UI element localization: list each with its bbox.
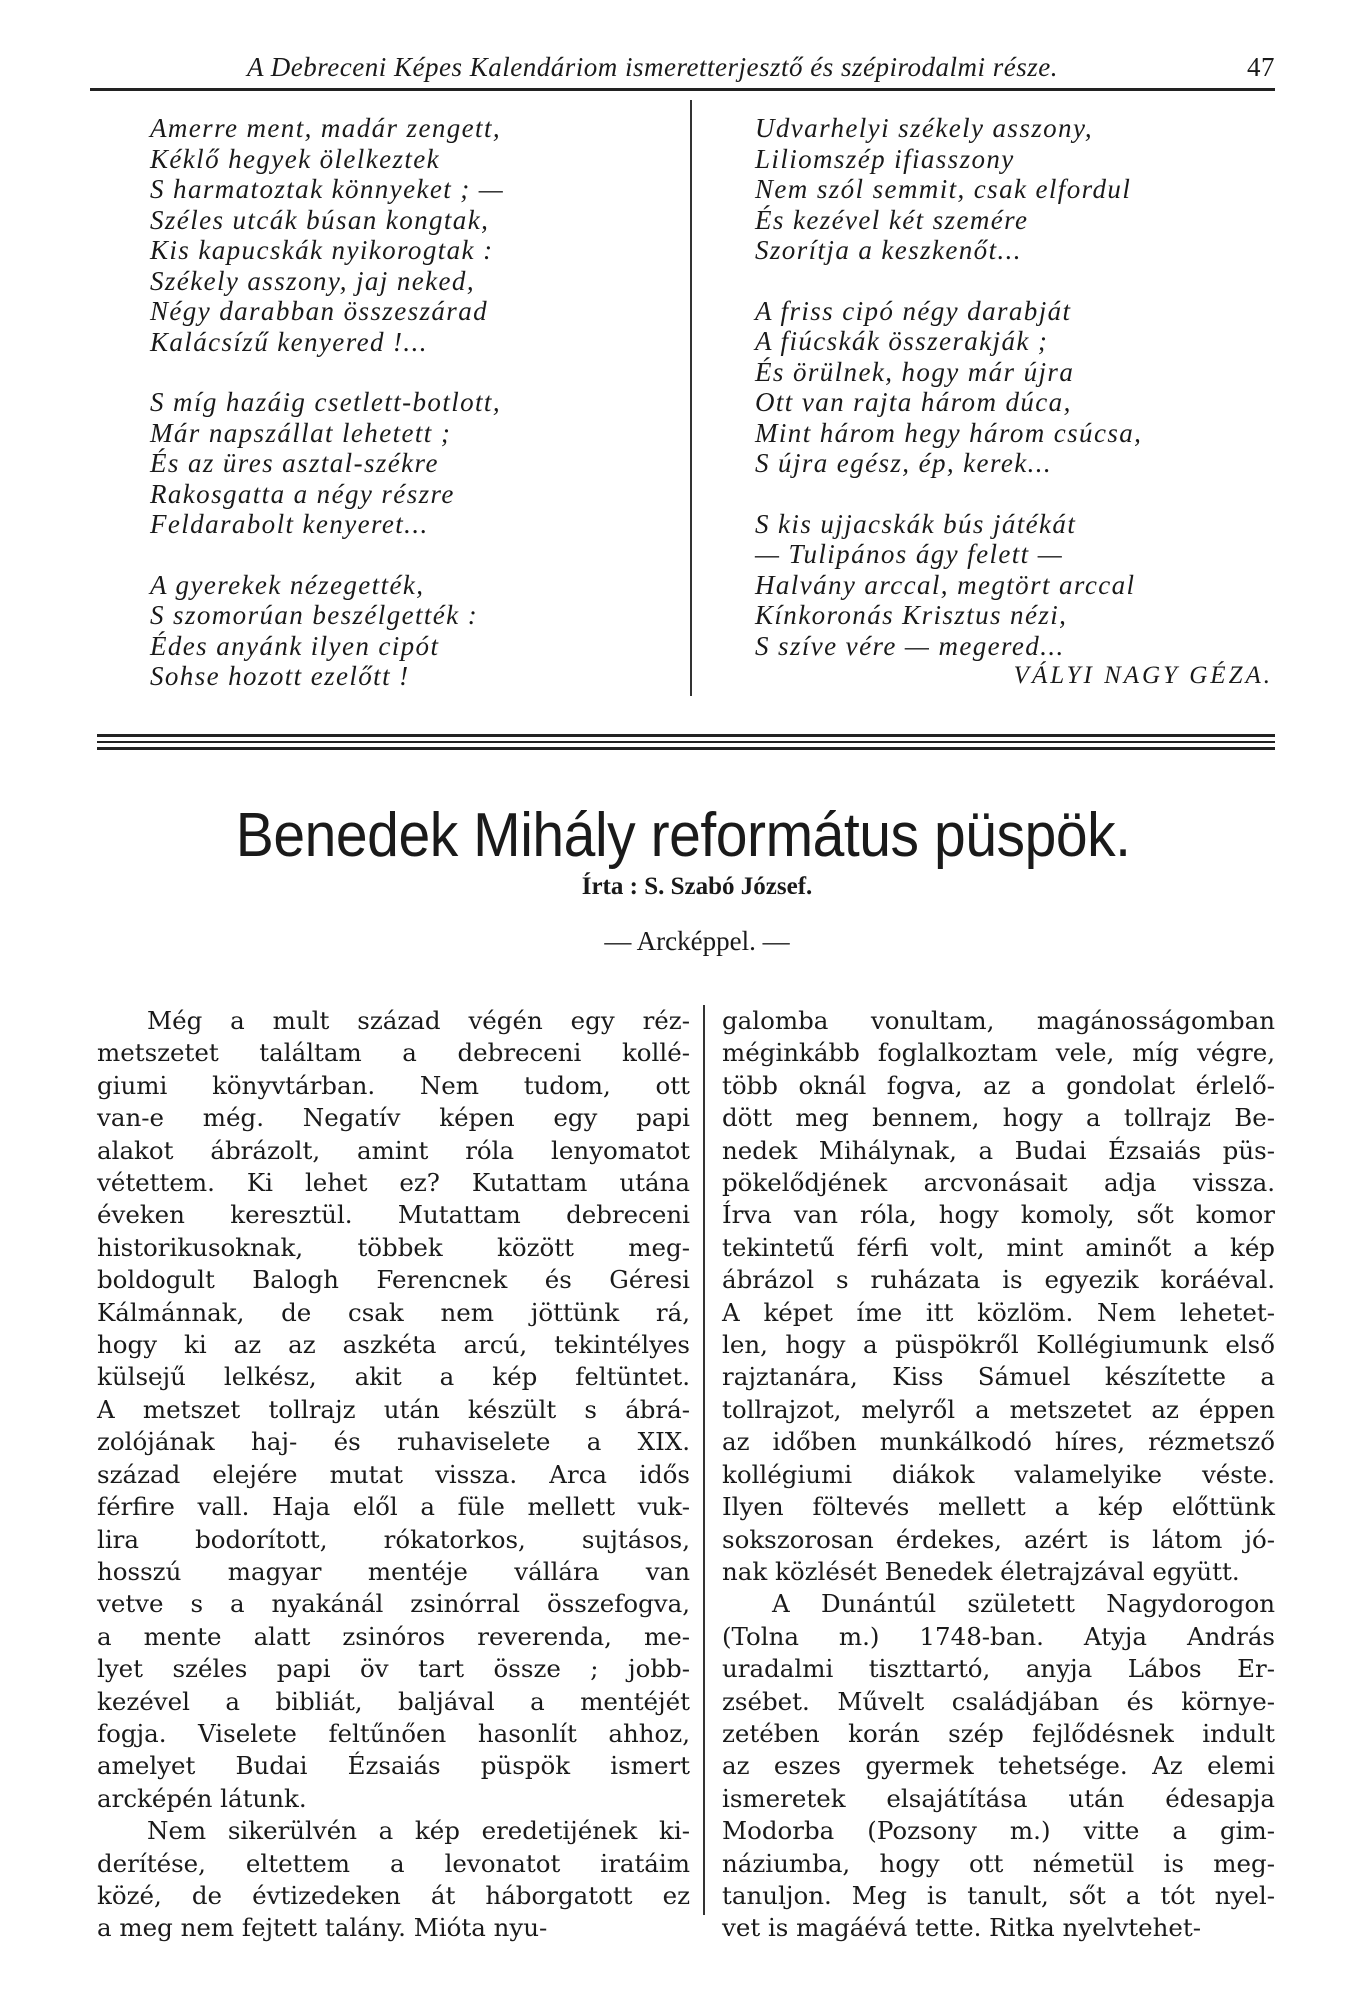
poem-line: Ott van rajta három dúca,: [755, 387, 1072, 417]
poem-stanza: [150, 570, 680, 692]
body-text-line: a meg nem fejtett talány. Mióta nyu-: [97, 1913, 548, 1943]
poem-line: Sohse hozott ezelőtt !: [150, 661, 410, 691]
body-text-line: közé, de évtizedeken át háborgatott ez: [97, 1880, 690, 1910]
body-text-line: Ilyen föltevés mellett a kép előttünk: [722, 1492, 1275, 1522]
body-text-line: van-e még. Negatív képen egy papi: [97, 1103, 690, 1133]
body-text-line: fogja. Viselete feltűnően hasonlít ahhoz,: [97, 1718, 690, 1748]
body-text-line: rajztanára, Kiss Sámuel készítette a: [722, 1362, 1275, 1392]
running-head-title: A Debreceni Képes Kalendáriom ismeretterjesztő és szépirodalmi része.: [247, 52, 1058, 82]
body-text-line: arcképén látunk.: [97, 1783, 307, 1813]
body-text-line: len, hogy a püspökről Kollégiumunk első: [722, 1330, 1275, 1360]
article-title: Benedek Mihály református püspök.: [235, 801, 1131, 870]
poem-line: S újra egész, ép, kerek...: [755, 448, 1053, 478]
article-subtitle: — Arcképpel. —: [604, 926, 790, 956]
body-text-line: tollrajzot, melyről a metszetet az éppen: [722, 1394, 1275, 1424]
poem-line: Kalácsízű kenyered !...: [150, 326, 428, 357]
body-text-line: hosszú magyar mentéje vállára van: [97, 1556, 690, 1586]
poem-line: Halvány arccal, megtört arccal: [755, 569, 1136, 600]
body-text-line: külsejű lelkész, akit a kép feltüntet.: [97, 1362, 690, 1392]
body-text-line: zolójának haj- és ruhaviselete a XIX.: [97, 1427, 690, 1457]
poem-line: Széles utcák búsan kongtak,: [150, 204, 490, 235]
body-text-line: méginkább foglalkoztam vele, míg végre,: [722, 1038, 1275, 1068]
body-text-line: Nem sikerülvén a kép eredetijének ki-: [147, 1816, 690, 1846]
header-rule: [90, 88, 1275, 91]
poem-right-column: [755, 113, 1275, 692]
poem-stanza: [755, 296, 1275, 479]
poem-line: S szíve vére — megered...: [755, 630, 1065, 661]
poem-line: Feldarabolt kenyeret...: [150, 509, 429, 539]
body-text-line: tanuljon. Meg is tanult, sőt a tót nyel-: [722, 1880, 1275, 1910]
body-text-line: uradalmi tiszttartó, anyja Lábos Er-: [722, 1654, 1275, 1684]
article-right-column: [722, 1005, 1275, 1945]
poem-stanza: [755, 113, 1275, 266]
poem-line: Nem szól semmit, csak elfordul: [755, 174, 1132, 204]
poem-line: Négy darabban összeszárad: [150, 296, 489, 326]
body-text-line: nak közlését Benedek életrajzával együtt.: [722, 1556, 1240, 1586]
body-text-line: század elejére mutat vissza. Arca idős: [97, 1459, 690, 1489]
poem-line: És örülnek, hogy már újra: [755, 356, 1075, 387]
poem-line: S harmatoztak könnyeket ; —: [150, 174, 505, 204]
poem-line: S kis ujjacskák bús játékát: [755, 508, 1077, 539]
body-text-line: náziumba, hogy ott németül is meg-: [722, 1848, 1275, 1878]
body-text-line: vétettem. Ki lehet ez? Kutattam utána: [97, 1168, 690, 1198]
running-head: [90, 48, 1275, 88]
body-text-line: Modorba (Pozsony m.) vitte a gim-: [722, 1816, 1275, 1846]
body-text-line: zsébet. Művelt családjában és környe-: [722, 1686, 1275, 1716]
body-text-line: hogy ki az az aszkéta arcú, tekintélyes: [97, 1330, 690, 1360]
body-text-line: Írva van róla, hogy komoly, sőt komor: [722, 1200, 1275, 1230]
body-text-line: historikusoknak, többek között meg-: [97, 1232, 690, 1262]
body-text-line: A képet íme itt közlöm. Nem lehetet-: [722, 1297, 1275, 1327]
poem-stanza: [150, 113, 680, 357]
body-text-line: dött meg bennem, hogy a tollrajz Be-: [722, 1103, 1275, 1133]
poem-line: Kínkoronás Krisztus nézi,: [755, 600, 1068, 630]
poem-line: — Tulipános ágy felett —: [755, 539, 1064, 569]
poem-line: Kis kapucskák nyikorogtak :: [150, 235, 494, 265]
poem-line: És kezével két szemére: [755, 204, 1029, 235]
body-text-line: metszetet találtam a debreceni kollé-: [97, 1038, 690, 1068]
section-separator-rule: [97, 734, 1275, 752]
body-text-line: A Dunántúl született Nagydorogon: [772, 1589, 1275, 1619]
poem-line: Szorítja a keszkenőt...: [755, 235, 1022, 265]
body-text-line: ábrázol s ruházata is egyezik koráéval.: [722, 1265, 1275, 1295]
body-text-line: tekintetű férfi volt, mint aminőt a kép: [722, 1232, 1275, 1262]
body-text-line: ismeretek elsajátítása után édesapja: [722, 1783, 1275, 1813]
body-text-line: pökelődjének arcvonásait adja vissza.: [722, 1168, 1275, 1198]
poem-column-divider: [690, 100, 692, 696]
poem-line: Édes anyánk ilyen cipót: [150, 630, 440, 661]
body-text-line: galomba vonultam, magánosságomban: [722, 1006, 1275, 1035]
body-text-line: lyet széles papi öv tart össze ; jobb-: [97, 1654, 690, 1684]
poem-line: A fiúcskák összerakják ;: [755, 326, 1049, 356]
poem-line: A friss cipó négy darabját: [755, 295, 1072, 326]
poem-line: Amerre ment, madár zengett,: [150, 113, 501, 143]
poem-line: Liliomszép ifiasszony: [755, 143, 1015, 174]
body-text-line: kezével a bibliát, baljával a mentéjét: [97, 1686, 690, 1716]
body-text-line: az eszes gyermek tehetsége. Az elemi: [722, 1751, 1275, 1781]
poem-stanza: [755, 509, 1275, 662]
poem-line: A gyerekek nézegették,: [150, 569, 425, 600]
body-text-line: derítése, eltettem a levonatot iratáim: [97, 1848, 690, 1878]
body-text-line: Még a mult század végén egy réz-: [147, 1006, 690, 1035]
article-left-column: [97, 1005, 690, 1945]
body-text-line: vet is magáévá tette. Ritka nyelvtehet-: [722, 1913, 1202, 1943]
body-text-line: boldogult Balogh Ferencnek és Géresi: [97, 1265, 690, 1295]
body-text-line: a mente alatt zsinóros reverenda, me-: [97, 1621, 690, 1651]
body-text-line: (Tolna m.) 1748-ban. Atyja András: [722, 1621, 1275, 1651]
article-column-divider: [703, 1005, 705, 1915]
poem-line: S míg hazáig csetlett-botlott,: [150, 387, 501, 417]
article-byline: Írta : S. Szabó József.: [581, 873, 813, 900]
body-text-line: giumi könyvtárban. Nem tudom, ott: [97, 1070, 690, 1100]
poem-line: Rakosgatta a négy részre: [150, 478, 455, 509]
body-text-line: alakot ábrázolt, amint róla lenyomatot: [97, 1135, 690, 1165]
body-text-line: több oknál fogva, az a gondolat érlelő-: [722, 1070, 1275, 1100]
page-number: 47: [1247, 52, 1275, 82]
poem-line: S szomorúan beszélgették :: [150, 600, 479, 630]
poem-stanza: [150, 387, 680, 540]
body-text-line: Kálmánnak, de csak nem jöttünk rá,: [97, 1297, 690, 1327]
body-text-line: amelyet Budai Ézsaiás püspök ismert: [97, 1751, 690, 1781]
poem-author: VÁLYI NAGY GÉZA.: [1013, 662, 1273, 689]
poem-line: Már napszállat lehetett ;: [150, 417, 452, 448]
body-text-line: A metszet tollrajz után készült s ábrá-: [97, 1394, 690, 1424]
poem-left-column: [150, 113, 680, 722]
poem-line: És az üres asztal-székre: [150, 448, 439, 478]
poem-line: Mint három hegy három csúcsa,: [755, 417, 1143, 448]
body-text-line: vetve s a nyakánál zsinórral összefogva,: [97, 1589, 690, 1619]
body-text-line: éveken keresztül. Mutattam debreceni: [97, 1200, 690, 1230]
poem-line: Udvarhelyi székely asszony,: [755, 113, 1093, 143]
body-text-line: sokszorosan érdekes, azért is látom jó-: [722, 1524, 1275, 1554]
poem-line: Székely asszony, jaj neked,: [150, 265, 475, 296]
body-text-line: zetében korán szép fejlődésnek indult: [722, 1718, 1275, 1748]
body-text-line: lira bodorított, rókatorkos, sujtásos,: [97, 1524, 690, 1554]
body-text-line: kollégiumi diákok valamelyike véste.: [722, 1459, 1275, 1489]
body-text-line: nedek Mihálynak, a Budai Ézsaiás püs-: [722, 1135, 1275, 1165]
body-text-line: az időben munkálkodó híres, rézmetsző: [722, 1427, 1275, 1457]
poem-line: Kéklő hegyek ölelkeztek: [150, 143, 441, 174]
body-text-line: férfire vall. Haja elől a füle mellett vuk-: [97, 1492, 690, 1522]
